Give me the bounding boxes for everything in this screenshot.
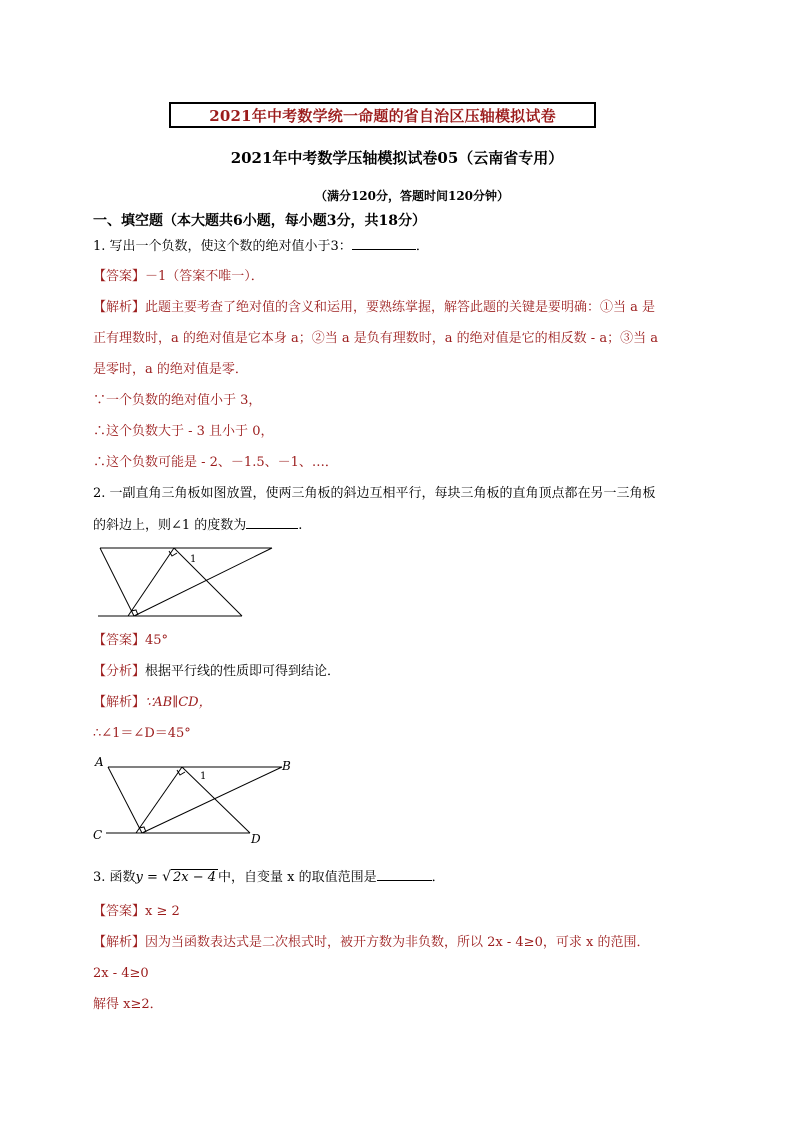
q1-question-end: ． bbox=[415, 239, 429, 254]
q3-answer-text: x ≥ 2 bbox=[145, 904, 180, 919]
q2-step: ∴∠1＝∠D＝45° bbox=[93, 726, 191, 741]
q1-answer bbox=[93, 268, 264, 286]
q1-question bbox=[93, 237, 429, 256]
q1-question-text: 1. 写出一个负数，使这个数的绝对值小于3： bbox=[93, 239, 352, 254]
sqrt-icon: √ bbox=[162, 869, 171, 885]
q2-fenxi bbox=[93, 663, 340, 681]
fig2-diagonal-1 bbox=[136, 767, 182, 833]
q3-question-post: 中，自变量 x 的取值范围是 bbox=[218, 870, 377, 885]
q2-question-end: . bbox=[298, 518, 303, 533]
q3-answer-label: 【答案】 bbox=[93, 904, 146, 919]
page-title: 2021年中考数学压轴模拟试卷05（云南省专用） bbox=[230, 149, 564, 167]
q3-question-end: ． bbox=[431, 870, 445, 885]
q2-fenxi-label: 【分析】 bbox=[93, 664, 146, 679]
q1-analysis-line-1 bbox=[93, 299, 655, 317]
q3-analysis-label: 【解析】 bbox=[93, 935, 146, 950]
fig2-right-leg bbox=[182, 767, 250, 833]
q1-step-1: ∵一个负数的绝对值小于 3， bbox=[93, 393, 262, 408]
q3-radicand: 2x − 4 bbox=[173, 870, 217, 885]
fig2-label-B: B bbox=[282, 759, 291, 773]
q2-fenxi-text: 根据平行线的性质即可得到结论． bbox=[145, 664, 341, 679]
fig1-diagonal-1 bbox=[128, 548, 174, 616]
q2-answer bbox=[93, 632, 168, 650]
fig2-right-angle-top bbox=[177, 770, 185, 775]
q2-analysis bbox=[93, 694, 212, 712]
q1-answer-text: －1（答案不唯一）． bbox=[145, 269, 264, 284]
fig1-right-leg bbox=[174, 548, 242, 616]
exam-info: （满分120分，答题时间120分钟） bbox=[314, 189, 510, 203]
fig2-label-C: C bbox=[93, 828, 103, 842]
q1-answer-blank bbox=[352, 237, 416, 250]
q2-analysis-label: 【解析】 bbox=[93, 695, 146, 710]
fig2-left-edge bbox=[108, 767, 142, 833]
q3-analysis bbox=[93, 934, 649, 952]
section-heading: 一、填空题（本大题共6小题，每小题3分，共18分） bbox=[93, 213, 426, 229]
q3-question-pre: 3. 函数 bbox=[93, 870, 136, 885]
q1-analysis-label: 【解析】 bbox=[93, 300, 146, 315]
q1-analysis-line-3: 是零时，a 的绝对值是零． bbox=[93, 362, 248, 377]
q3-formula-y: y bbox=[135, 870, 143, 885]
q1-step-3: ∴这个负数可能是 - 2、－1.5、－1、…． bbox=[93, 455, 338, 470]
q3-analysis-text: 因为当函数表达式是二次根式时，被开方数为非负数，所以 2x - 4≥0，可求 x 的范围． bbox=[145, 935, 650, 950]
fig2-label-D: D bbox=[251, 832, 261, 846]
q1-analysis-text-1: 此题主要考查了绝对值的含义和运用，要熟练掌握，解答此题的关键是要明确：①当 a 是 bbox=[145, 300, 656, 315]
q2-question-line-2 bbox=[93, 516, 302, 535]
fig2-angle-label: 1 bbox=[200, 771, 207, 782]
q2-question-line-1: 2. 一副直角三角板如图放置，使两三角板的斜边互相平行，每块三角板的直角顶点都在另一三角板 bbox=[93, 486, 656, 501]
q1-answer-label: 【答案】 bbox=[93, 269, 146, 284]
fig1-angle-label: 1 bbox=[190, 554, 197, 565]
q1-step-2: ∴这个负数大于 - 3 且小于 0， bbox=[93, 424, 274, 439]
q2-answer-label: 【答案】 bbox=[93, 633, 146, 648]
q3-step-1: 2x - 4≥0 bbox=[93, 966, 149, 981]
fig1-right-angle-top bbox=[169, 551, 177, 556]
q1-analysis-line-2: 正有理数时，a 的绝对值是它本身 a；②当 a 是负有理数时，a 的绝对值是它的相反数 - a；③当 a bbox=[93, 331, 658, 346]
fig2-label-A: A bbox=[95, 755, 104, 769]
q2-answer-blank bbox=[246, 516, 298, 529]
q3-formula-eq: = bbox=[142, 870, 163, 885]
fig1-left-edge bbox=[100, 548, 134, 616]
q2-answer-text: 45° bbox=[145, 633, 169, 648]
q2-figure-2 bbox=[92, 755, 302, 847]
fig2-diagonal-2 bbox=[142, 767, 282, 833]
q3-step-2: 解得 x≥2． bbox=[93, 997, 163, 1012]
q3-sqrt bbox=[162, 868, 218, 887]
q2-figure-1 bbox=[96, 545, 276, 621]
q3-answer-blank bbox=[377, 868, 432, 881]
fig1-diagonal-2 bbox=[134, 548, 272, 616]
banner-text: 2021年中考数学统一命题的省自治区压轴模拟试卷 bbox=[209, 106, 556, 125]
q3-answer bbox=[93, 903, 180, 921]
q2-analysis-text: ∵AB∥CD， bbox=[145, 695, 212, 710]
q3-question bbox=[93, 868, 445, 887]
q2-question-text: 的斜边上，则∠1 的度数为 bbox=[93, 518, 247, 533]
exam-series-banner bbox=[169, 102, 596, 128]
